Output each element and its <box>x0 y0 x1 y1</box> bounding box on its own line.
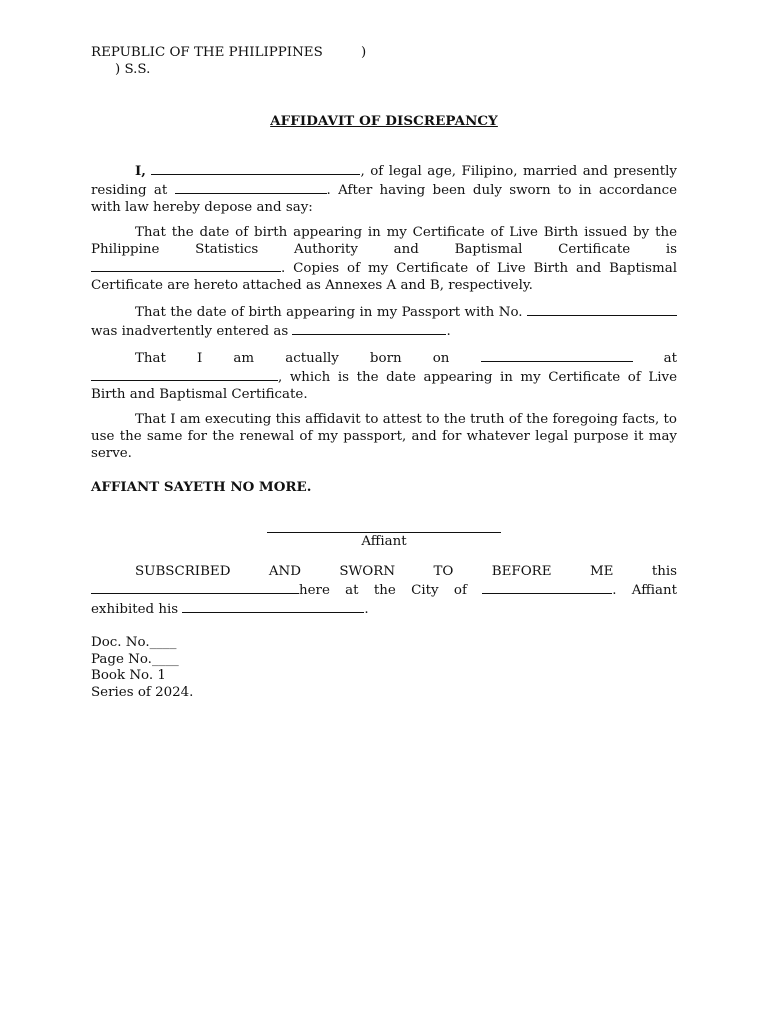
jurat-text-b: here at the City of <box>299 583 467 599</box>
series-year: Series of 2024. <box>91 685 194 701</box>
document-title: AFFIDAVIT OF DISCREPANCY <box>270 112 498 129</box>
venue-line <box>91 45 677 62</box>
affiant-sayeth: AFFIANT SAYETH NO MORE. <box>91 478 312 495</box>
affiant-signature-line[interactable] <box>267 532 501 533</box>
jurat-id-blank[interactable] <box>182 600 364 613</box>
jurat-text-a: SUBSCRIBED AND SWORN TO BEFORE ME this <box>135 564 677 580</box>
affiant-pronoun: I, <box>135 163 146 180</box>
venue-ss: ) S.S. <box>115 61 151 77</box>
jurat-text-c: . Affiant exhibited his <box>91 583 678 617</box>
birth-date-blank[interactable] <box>91 259 281 272</box>
affiant-label: Affiant <box>361 533 407 549</box>
signature-block <box>91 532 677 551</box>
p4-text-c: , which is the date appearing in my Certificate of Live Birth and Baptismal Certificate. <box>91 370 677 402</box>
p3-text-c: . <box>446 323 451 339</box>
p3-text-b: was inadvertently entered as <box>91 323 289 339</box>
notarial-register <box>91 635 677 702</box>
book-number: Book No. 1 <box>91 668 166 684</box>
passport-date-blank[interactable] <box>292 322 446 335</box>
p1-text-b: . After having been duly sworn to in accordance with law hereby depose and say: <box>91 183 677 215</box>
affidavit-document <box>91 45 677 702</box>
jurat-date-blank[interactable] <box>91 581 299 594</box>
actual-birth-date-blank[interactable] <box>481 349 633 362</box>
paragraph-actual-birth <box>91 349 677 403</box>
p1-text-a: , of legal age, Filipino, married and presently residing at <box>91 164 677 199</box>
birth-place-blank[interactable] <box>91 368 278 381</box>
paragraph-birth-certificate <box>91 225 677 294</box>
residence-blank[interactable] <box>175 181 327 194</box>
p4-text-a: That I am actually born on <box>135 351 450 367</box>
paragraph-passport <box>91 303 677 341</box>
paragraph-purpose: That I am executing this affidavit to attest to the truth of the foregoing facts, to use the same for the renewal of my passport, and for whatever legal purpose it may serve. <box>91 412 677 461</box>
passport-number-blank[interactable] <box>527 303 677 316</box>
jurat-city-blank[interactable] <box>482 581 612 594</box>
p2-text-b: . Copies of my Certificate of Live Birth and Baptismal Certificate are hereto attached as Annexes A and B, respectively. <box>91 260 677 293</box>
p2-text-a: That the date of birth appearing in my Certificate of Live Birth issued by the Philippine Statistics Authority and Baptismal Certificate is <box>91 225 677 258</box>
paragraph-jurat <box>91 564 677 618</box>
venue-country: REPUBLIC OF THE PHILIPPINES <box>91 45 323 60</box>
affiant-name-blank[interactable] <box>151 162 360 175</box>
page-number: Page No.____ <box>91 651 179 667</box>
jurat-text-d: . <box>364 601 369 617</box>
doc-number: Doc. No.____ <box>91 634 177 650</box>
venue-paren: ) <box>361 45 367 60</box>
p3-text-a: That the date of birth appearing in my Passport with No. <box>135 305 523 321</box>
paragraph-affiant-identity <box>91 162 677 216</box>
p4-text-b: at <box>663 351 677 367</box>
